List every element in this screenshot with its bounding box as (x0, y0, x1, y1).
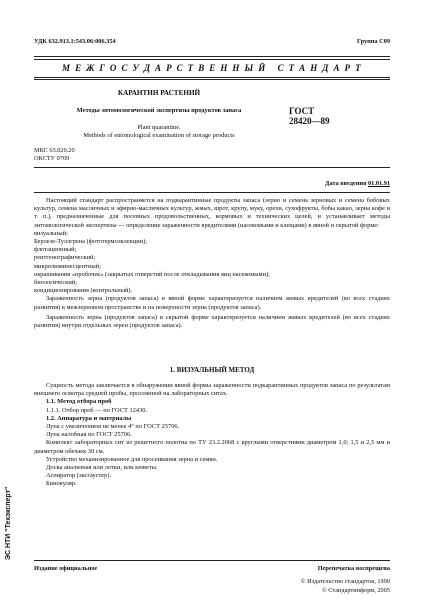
equipment-item: Аспиратор (эксгаустер). (46, 472, 112, 480)
equipment-item: Устройство механизированное для просеивания зерна и семян. (46, 455, 218, 463)
top-rule-2 (34, 59, 390, 60)
gost-number: 28420—89 (289, 116, 330, 126)
date-intro (325, 180, 390, 188)
equipment-item: Лупа с увеличением не менее 4° по ГОСТ 25706. (46, 423, 180, 431)
explicit-infestation-paragraph: Зараженность зерна (продуктов запаса) в явной форме характеризуется наличием живых вредителей (во всех стадиях развития) в межзерновом пространстве и на поверхности зерна (продуктов запаса). (34, 295, 390, 311)
top-rule-1 (34, 56, 390, 57)
footer-rule (34, 560, 390, 561)
subsection-1-1-1: 1.1.1. Отбор проб — по ГОСТ 12430. (46, 406, 148, 414)
title-rule (34, 167, 390, 168)
okstu-code: ОКСТУ 9709 (34, 155, 70, 162)
copyright-1: © Издательство стандартов, 1990 (300, 578, 390, 585)
standard-banner: М Е Ж Г О С У Д А Р С Т В Е Н Н Ы Й С Т А Н Д А Р Т (62, 63, 362, 73)
equipment-item: Лупа налобная по ГОСТ 25706. (46, 431, 132, 439)
reprint-notice: Перепечатка воспрещена (317, 565, 390, 572)
method-item: Берлезе-Туллгрена (фототермоэклекции); (34, 238, 147, 246)
group-code: Группа С09 (357, 38, 390, 45)
banner-rule-2 (34, 79, 390, 80)
equipment-item: Бинокуляр. (46, 480, 77, 488)
intro-paragraph: Настоящий стандарт распространяется на подкарантинные продукты запаса (зерно и семена зерновых и семена бобовых культур, семена масличных и эфирно-масличных культур, жмых, шрот, крупу, муку, орехи, сухофрукты, бобы какао, зерна кофе и т. п.), предназначенные для посевных продовольственных, кормовых и технических целей, и устанавливает методы энтомологической экспертизы — определение зараженности вредителями (насекомыми и клещами) в явной и скрытой форме: (34, 197, 390, 229)
date-rule (34, 192, 390, 193)
series-title: КАРАНТИН РАСТЕНИЙ (117, 89, 201, 97)
method-item: окрашивания «пробочек» (закрытых отверстий после откладывания яиц насекомыми); (34, 270, 270, 278)
date-intro-value: 01.01.91 (367, 180, 390, 187)
method-item: кондиционирования (контрольный). (34, 287, 133, 295)
english-title: Methods of entomological examination of storage products (83, 132, 235, 139)
hidden-infestation-paragraph: Зараженность зерна (продуктов запаса) в скрытой форме характеризуется наличием живых вредителей (во всех стадиях развития) внутри отдельных зерен (продуктов запаса). (34, 313, 390, 330)
gost-label: ГОСТ (289, 106, 315, 116)
method-list (34, 230, 390, 296)
method-item: рентгенографический; (34, 254, 96, 262)
intro-block (34, 197, 390, 330)
equipment-item: Комплект лабораторных сит из решетного полотна по ТУ 23.2.2068 с круглыми отверстиями диаметром 1,0; 1,5 и 2,5 мм и диаметром обечаек 30 см. (34, 439, 390, 455)
banner-rule-1 (34, 77, 390, 78)
section-1-body (34, 382, 390, 489)
method-item: визуальный; (34, 229, 68, 237)
method-item: флотационный; (34, 246, 77, 254)
equipment-item: Доска анализная или лотки, или кюветы. (46, 464, 158, 472)
english-series-title: Plant quarantine. (137, 124, 181, 131)
subsection-1-2-heading: 1.2. Аппаратура и материалы (46, 414, 132, 422)
mks-code: МКС 65.020.20 (34, 147, 75, 154)
section-1-paragraph: Сущность метода заключается в обнаружении явной формы зараженности подкарантинных продуктов запаса по результатам внешнего осмотра средней пробы, просеянной на лабораторных ситах. (34, 382, 390, 398)
official-edition: Издание официальное (34, 565, 98, 572)
method-item: микролюминесцентный; (34, 262, 101, 270)
document-title: Методы энтомологической экспертизы продуктов запаса (76, 107, 242, 114)
method-item: биологический; (34, 279, 77, 287)
subsection-1-1-heading: 1.1. Метод отбора проб (46, 398, 112, 406)
udk-code: УДК 632.913.1:543.06:006.354 (34, 38, 116, 45)
copyright-2: © Стандартинформ, 2005 (321, 587, 390, 594)
side-stamp (2, 468, 20, 562)
section-1-heading: 1. ВИЗУАЛЬНЫЙ МЕТОД (169, 366, 255, 374)
side-stamp-text: ЭС НТИ "Техэксперт" (5, 486, 12, 560)
date-intro-label: Дата введения (325, 180, 367, 187)
